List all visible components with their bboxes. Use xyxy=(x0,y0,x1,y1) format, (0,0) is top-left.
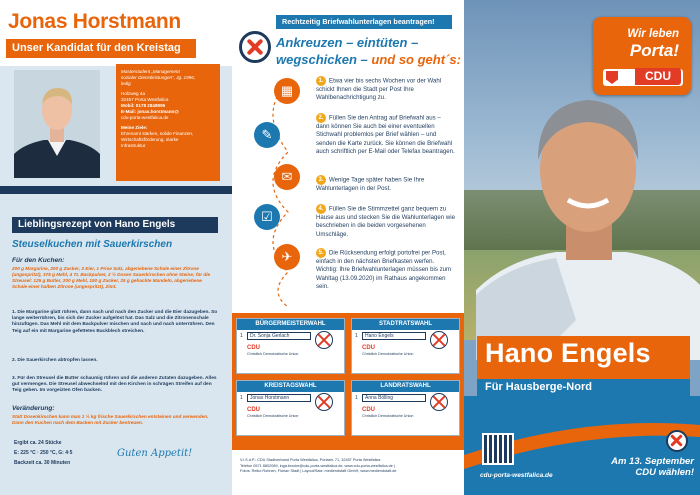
mailbox-icon: ✈ xyxy=(274,244,300,270)
yield-2: E: 225 °C · 250 °C, G: 4·5 xyxy=(14,450,73,456)
document-icon: ✎ xyxy=(254,122,280,148)
briefwahl-title xyxy=(276,34,462,68)
election-date xyxy=(584,456,694,478)
occupation-3: ledig xyxy=(121,81,131,86)
ballot-number: 1 xyxy=(240,395,243,401)
ballot-cross-icon xyxy=(430,331,448,349)
ballot-name: Hano Engels xyxy=(362,332,426,340)
left-panel xyxy=(0,0,232,495)
variation-heading: Veränderung: xyxy=(12,405,55,412)
election-date-line-2: CDU wählen! xyxy=(635,467,694,478)
address-street: Holzweg 4a xyxy=(121,91,146,96)
goals-1: Ehrenamt stärken, solide Finanzen, xyxy=(121,131,194,136)
ballot-number: 1 xyxy=(355,333,358,339)
slogan-badge xyxy=(593,17,691,95)
briefwahl-step-1 xyxy=(316,76,456,103)
briefwahl-step-5 xyxy=(316,248,456,292)
ballot-cross-icon xyxy=(315,393,333,411)
ballot-title: LANDRATSWAHL xyxy=(352,381,459,392)
email-2: cdu-porta-westfalica.de xyxy=(121,115,169,120)
ballot-x-icon xyxy=(239,31,271,63)
step-text: Etwa vier bis sechs Wochen vor der Wahl schickt Ihnen die Stadt per Post Ihre Wahlbenachrichtigung zu. xyxy=(316,77,442,102)
steps-connector xyxy=(248,72,318,312)
occupation-2: sozialer Dienstleistungen“, Jg. 1996, xyxy=(121,75,196,80)
envelope-icon: ✉ xyxy=(274,164,300,190)
right-panel xyxy=(464,0,700,495)
briefwahl-step-2 xyxy=(316,113,456,157)
calendar-icon: ▦ xyxy=(274,78,300,104)
slogan-line-1: Wir leben xyxy=(627,28,679,40)
ballot-title: STADTRATSWAHL xyxy=(352,319,459,330)
step-text: Wenige Tage später haben Sie Ihre Wahlunterlagen in der Post. xyxy=(316,176,425,193)
ballot-party-long: Christlich Demokratische Union xyxy=(247,414,299,418)
goals-3: Infrastruktur xyxy=(121,143,146,148)
recipe-heading: Lieblingsrezept von Hano Engels xyxy=(12,217,218,233)
website-link[interactable]: cdu-porta-westfalica.de xyxy=(480,472,553,479)
cdu-logo-text: CDU xyxy=(635,68,681,85)
ballot-cross-icon xyxy=(430,393,448,411)
ballot-icon: ☑ xyxy=(254,204,280,230)
ballot-number: 1 xyxy=(355,395,358,401)
briefwahl-heading: Rechtzeitig Briefwahlunterlagen beantragen! xyxy=(276,15,452,29)
cdu-logo xyxy=(603,69,683,86)
crest-icon xyxy=(606,71,618,84)
candidate-photo xyxy=(14,70,100,178)
ballot-name: Jonas Horstmann xyxy=(247,394,311,402)
imprint-line-3: Fotos: Reiko Rohnen, Florian Stadt | Layout/Satz: mediendstatt GmbH, www.mediendstatt.de xyxy=(240,469,397,473)
step-number: 2. xyxy=(316,113,326,123)
ballot-title: KREISTAGSWAHL xyxy=(237,381,344,392)
recipe-step-2: 2. Die Sauerkirchen abtropfen lassen. xyxy=(12,358,98,363)
title-line-1: Ankreuzen – eintüten – xyxy=(276,35,419,50)
step-text: Füllen Sie die Stimmzettel ganz bequem zu Hause aus und stecken Sie die Wahlunterlagen wie beschrieben in die beiden vorgesehenen Umschläge. xyxy=(316,205,455,238)
title-line-2a: wegschicken – xyxy=(276,52,372,67)
ballot-name: Dr. Sonja Gerlach xyxy=(247,332,311,340)
candidate-name: Jonas Horstmann xyxy=(8,10,181,33)
imprint-line-1: V.i.S.d.P.: CDU Stadtverband Porta Westfalica, Portastr. 71, 32457 Porta Westfalica xyxy=(240,458,381,462)
goals-2: Wirtschaftsförderung, starke xyxy=(121,137,179,142)
step-text: Füllen Sie den Antrag auf Briefwahl aus – dann können Sie auch bei einer eventuellen Stichwahl problemlos per Brief wählen – und senden die Karte zurück. Sie können die Briefwahl auch schriftlich per E-Mail oder Telefax beantragen. xyxy=(316,114,455,156)
email: E-Mail: jonas.horstmann@ xyxy=(121,109,179,114)
slogan-line-2: Porta! xyxy=(629,41,679,60)
middle-panel xyxy=(232,0,464,495)
address-city: 32457 Porta Westfalica xyxy=(121,97,169,102)
candidate-name-large: Hano Engels xyxy=(485,338,651,368)
imprint-line-2: Telefon 0571 8802089, inga.brocke@cdu-porta-westfalica.de, www.cdu-porta-westfalica.de | xyxy=(240,463,395,468)
qr-code[interactable] xyxy=(482,433,514,465)
sample-ballots xyxy=(232,313,464,450)
step-number: 4. xyxy=(316,204,326,214)
divider xyxy=(0,186,232,194)
yield-3: Backzeit ca. 30 Minuten xyxy=(14,460,71,466)
step-text: Die Rücksendung erfolgt portofrei per Post, einfach in den nächsten Briefkasten werfen. Wichtig: Ihre Briefwahlunterlagen müssen bis zum Wahltag (13.09.2020) im Rathaus angekommen sein. xyxy=(316,249,452,291)
election-date-line-1: Am 13. September xyxy=(611,456,694,467)
appetit-text: Guten Appetit! xyxy=(117,448,193,459)
ballot-title: BÜRGERMEISTERWAHL xyxy=(237,319,344,330)
occupation: Masterstudent „Management xyxy=(121,69,180,74)
ballot-party: CDU xyxy=(247,407,260,413)
ballot-name: Anna Bölling xyxy=(362,394,426,402)
yield-1: Ergibt ca. 24 Stücke xyxy=(14,440,62,446)
ballot-cross-icon xyxy=(315,331,333,349)
ballot-kreistag xyxy=(236,380,345,436)
briefwahl-step-4 xyxy=(316,204,456,239)
goals-heading: Meine Ziele: xyxy=(121,125,148,130)
recipe-step-1: 1. Die Margarine glatt rühren, dann nach und nach den Zucker und die Eier dazugeben. So lange weiterrühren, bis sich der Zucker aufgelöst hat. Das Salz und die Zitronenschale hinzufügen. Das Mehl mit dem Backpulver mischen und nach und nach unterrühren. Den Teig auf ein mit Margarine gefettetes Backblech streichen. xyxy=(12,310,218,334)
ballot-landrat xyxy=(351,380,460,436)
briefwahl-step-3 xyxy=(316,175,456,193)
step-number: 5. xyxy=(316,248,326,258)
recipe-title: Steuselkuchen mit Sauerkirschen xyxy=(12,239,173,250)
mobile: Mobil: 0178 2848995 xyxy=(121,103,166,108)
ballot-stadtrat xyxy=(351,318,460,374)
candidate-district: Für Hausberge-Nord xyxy=(485,381,592,393)
ballot-number: 1 xyxy=(240,333,243,339)
dough-heading: Für den Kuchen: xyxy=(12,257,65,264)
step-number: 1. xyxy=(316,76,326,86)
ballot-party: CDU xyxy=(362,345,375,351)
ballot-party-long: Christlich Demokratische Union xyxy=(362,352,414,356)
dough-ingredients: 200 g Margarine, 200 g Zucker, 3 Eier, 1 Prise Salz, abgeriebene Schale einer Zitrone (ungespritzt), 375 g Mehl, 4 TL Backpulver, 2 ½ Dosen Sauerkirschen ohne Steine; für die Streusel: 125 g Butter, 200 g Mehl, 150 g Zucker, 25 g gehackte Mandeln, abgeriebene Schale einer halben Zitrone (ungespritzt), Zimt. xyxy=(12,266,211,290)
recipe-step-3: 3. Für den Streusel die Butter schaumig rühren und die anderen Zutaten dazugeben. Alles gut vermengen. Die Streusel abwechselnd mit den Kirchen in schrägen Streifen auf den Teig geben. Im vorgeizten Ofen backen. xyxy=(12,376,217,394)
candidate-portrait xyxy=(476,60,700,360)
ballot-party-long: Christlich Demokratische Union xyxy=(362,414,414,418)
step-number: 3. xyxy=(316,175,326,185)
candidate-subtitle: Unser Kandidat für den Kreistag xyxy=(6,39,196,58)
variation-text: Statt Dosenkirschen kann man 1 ½ kg frische Sauerkirschen entsteinen und verwenden. Dann den Kuchen nach dem Backen mit Zucker bestreuen. xyxy=(12,414,209,426)
vote-cross-icon xyxy=(666,430,688,452)
imprint xyxy=(232,450,464,495)
title-line-2b: und so geht´s: xyxy=(371,52,461,67)
ballot-buergermeister xyxy=(236,318,345,374)
ballot-party-long: Christlich Demokratische Union xyxy=(247,352,299,356)
ballot-party: CDU xyxy=(362,407,375,413)
title-line-2 xyxy=(276,51,462,68)
ballot-party: CDU xyxy=(247,345,260,351)
candidate-info-box xyxy=(116,64,220,181)
